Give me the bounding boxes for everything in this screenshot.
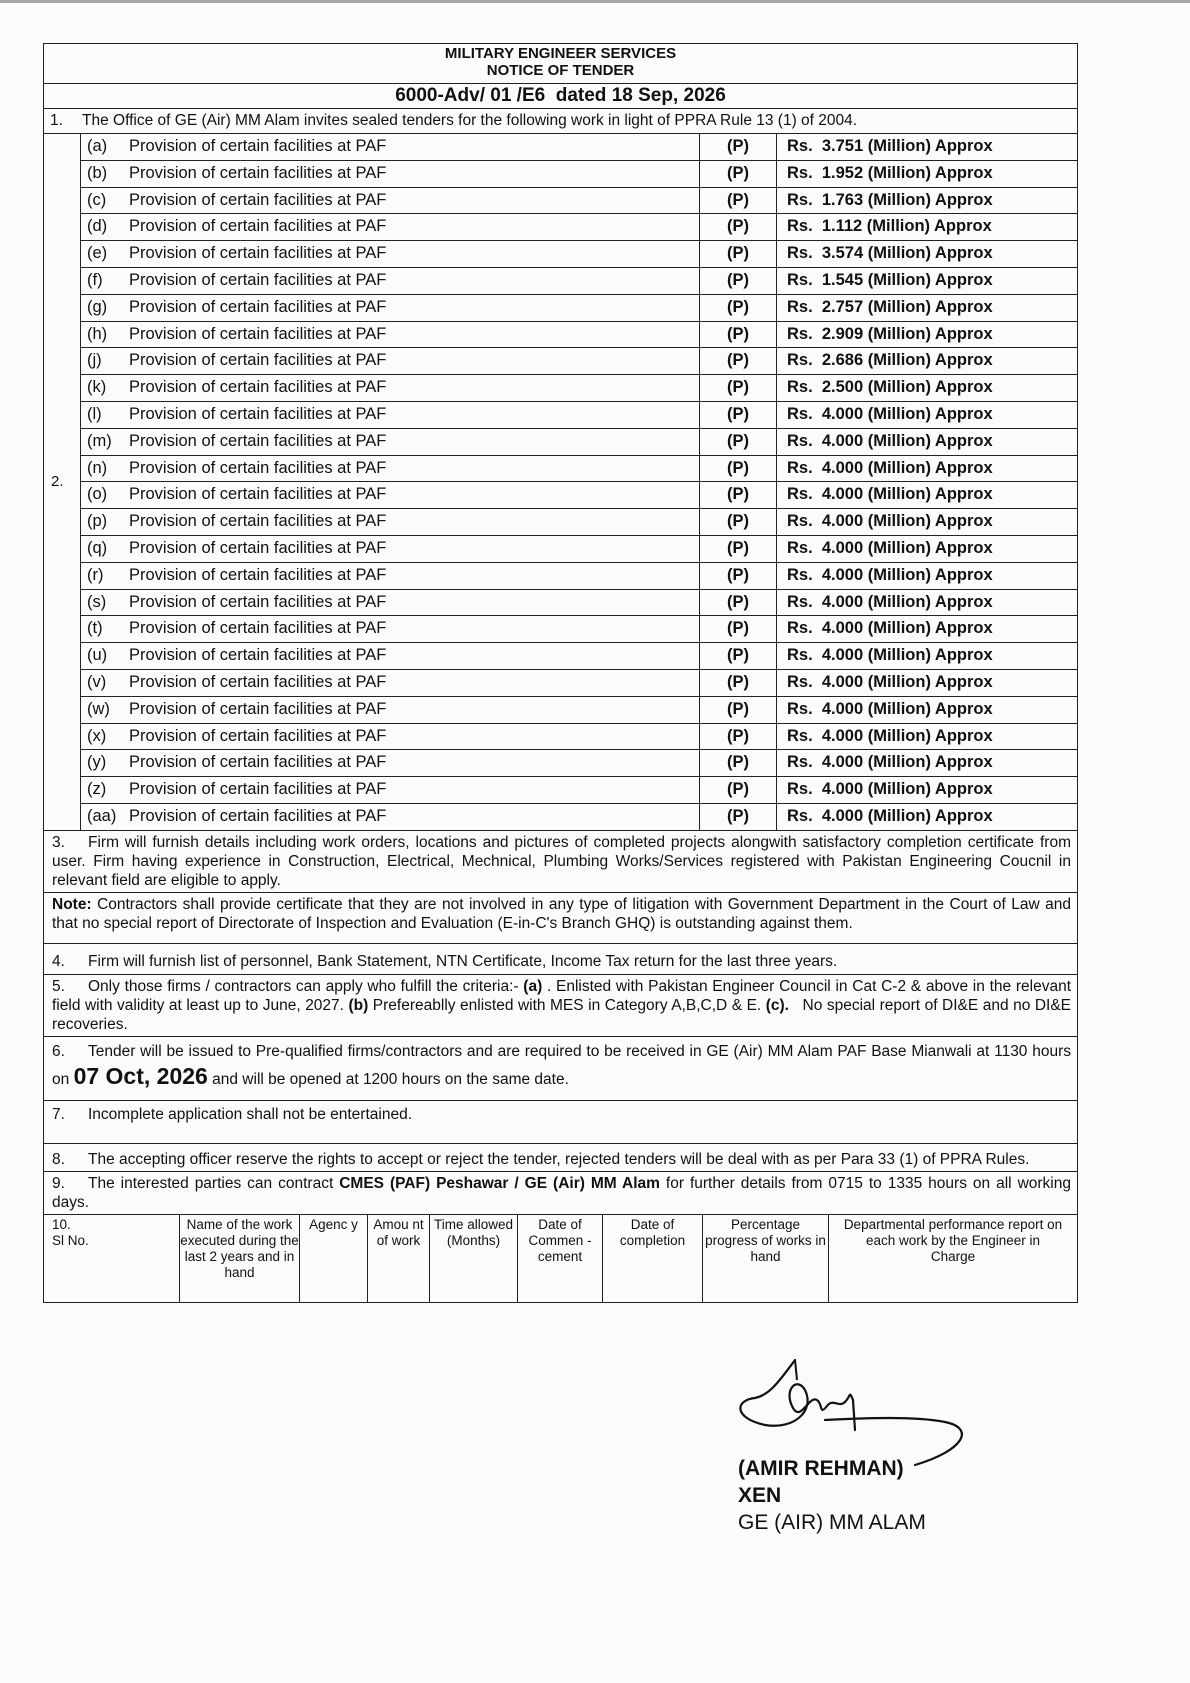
work-amount: Rs. 3.574 (Million) Approx (787, 244, 993, 263)
works-list (44, 134, 1077, 831)
work-letter: (r) (87, 565, 104, 584)
work-desc-text: Provision of certain facilities at PAF (129, 190, 387, 209)
signatory-office: GE (AIR) MM ALAM (738, 1511, 926, 1534)
work-type: (P) (700, 375, 777, 401)
work-description (81, 456, 700, 482)
para-number: 3. (52, 833, 65, 851)
work-row (81, 348, 1077, 375)
work-desc-text: Provision of certain facilities at PAF (129, 137, 387, 155)
work-desc-text: Provision of certain facilities at PAF (129, 672, 387, 691)
para-text: Only those firms / contractors can apply who fulfill the criteria:- (88, 977, 524, 995)
para-text: and will be opened at 1200 hours on the same date. (207, 1070, 569, 1088)
work-row (81, 402, 1077, 429)
work-desc-text: Provision of certain facilities at PAF (129, 378, 387, 397)
note (44, 893, 1077, 944)
para-9 (44, 1172, 1077, 1215)
signatory-name: (AMIR REHMAN) (738, 1457, 904, 1480)
work-letter: (p) (87, 512, 108, 531)
para-text: Prefereablly enlisted with MES in Category A,B,C,D & E. (368, 996, 766, 1014)
work-row (81, 750, 1077, 777)
work-row (81, 134, 1077, 161)
work-type: (P) (700, 268, 777, 294)
work-desc-text: Provision of certain facilities at PAF (129, 163, 387, 182)
work-type: (P) (700, 348, 777, 374)
para-text: No special report of DI&E and no DI&E recoveries. (52, 996, 1076, 1033)
work-description (81, 724, 700, 750)
work-letter: (q) (87, 538, 108, 557)
para-text: The interested parties can contract (88, 1174, 340, 1192)
work-letter: (t) (87, 619, 103, 638)
work-row (81, 214, 1077, 241)
work-amount: Rs. 4.000 (Million) Approx (787, 726, 993, 745)
org-title: MILITARY ENGINEER SERVICES (444, 45, 677, 62)
criteria-b: (b) (348, 996, 369, 1014)
work-type: (P) (700, 590, 777, 616)
work-description (81, 616, 700, 642)
work-row (81, 161, 1077, 188)
work-description (81, 777, 700, 803)
work-type: (P) (700, 724, 777, 750)
work-letter: (k) (87, 378, 107, 397)
work-amount: Rs. 3.751 (Million) Approx (787, 137, 993, 155)
work-letter: (n) (87, 458, 108, 477)
work-letter: (s) (87, 592, 107, 611)
para-1 (44, 109, 1077, 134)
work-desc-text: Provision of certain facilities at PAF (129, 512, 387, 531)
work-letter: (z) (87, 780, 107, 799)
notice-header (44, 44, 1077, 84)
work-type: (P) (700, 804, 777, 830)
col-completion: Date of completion (603, 1215, 703, 1302)
work-description (81, 161, 700, 187)
work-amount: Rs. 4.000 (Million) Approx (787, 672, 993, 691)
signatory-rank: XEN (738, 1484, 782, 1507)
work-row (81, 482, 1077, 509)
work-row (81, 697, 1077, 724)
notice-title: NOTICE OF TENDER (486, 62, 635, 79)
work-description (81, 697, 700, 723)
work-row (81, 456, 1077, 483)
work-desc-text: Provision of certain facilities at PAF (129, 458, 387, 477)
para-number: 2. (44, 134, 81, 830)
work-letter: (h) (87, 324, 108, 343)
work-row (81, 295, 1077, 322)
work-amount: Rs. 2.500 (Million) Approx (787, 378, 993, 397)
work-type: (P) (700, 536, 777, 562)
work-letter: (aa) (87, 806, 117, 825)
work-amount: Rs. 2.757 (Million) Approx (787, 297, 993, 316)
work-amount: Rs. 4.000 (Million) Approx (787, 780, 993, 799)
work-amount: Rs. 4.000 (Million) Approx (787, 404, 993, 423)
scan-edge (0, 0, 1190, 3)
work-desc-text: Provision of certain facilities at PAF (129, 431, 387, 450)
work-type: (P) (700, 750, 777, 776)
work-desc-text: Provision of certain facilities at PAF (129, 753, 387, 772)
col-sl-no (44, 1215, 180, 1302)
col-commencement: Date of Commen -cement (518, 1215, 603, 1302)
work-letter: (f) (87, 270, 103, 289)
para-6 (44, 1037, 1077, 1101)
work-type: (P) (700, 697, 777, 723)
work-amount: Rs. 4.000 (Million) Approx (787, 485, 993, 504)
contact-offices: CMES (PAF) Peshawar / GE (Air) MM Alam (339, 1174, 660, 1192)
work-description (81, 670, 700, 696)
work-desc-text: Provision of certain facilities at PAF (129, 619, 387, 638)
work-type: (P) (700, 509, 777, 535)
work-description (81, 375, 700, 401)
work-type: (P) (700, 777, 777, 803)
work-description (81, 295, 700, 321)
work-row (81, 429, 1077, 456)
work-row (81, 322, 1077, 349)
work-description (81, 482, 700, 508)
work-description (81, 590, 700, 616)
work-description (81, 322, 700, 348)
para-7 (44, 1101, 1077, 1144)
work-description (81, 268, 700, 294)
work-row (81, 804, 1077, 830)
col-label: Sl No. (52, 1232, 89, 1248)
work-description (81, 429, 700, 455)
work-letter: (b) (87, 163, 108, 182)
work-amount: Rs. 4.000 (Million) Approx (787, 565, 993, 584)
work-description (81, 643, 700, 669)
work-description (81, 241, 700, 267)
work-desc-text: Provision of certain facilities at PAF (129, 646, 387, 665)
work-description (81, 348, 700, 374)
work-row (81, 670, 1077, 697)
work-desc-text: Provision of certain facilities at PAF (129, 217, 387, 236)
para-text: Tender will be issued to Pre-qualified firms/contractors and are required to be received in GE (Air) MM Alam PAF Base Mianwali at 1130 hours on (52, 1042, 1071, 1088)
signature-block (738, 1455, 926, 1536)
work-row (81, 724, 1077, 751)
work-letter: (m) (87, 431, 112, 450)
work-amount: Rs. 4.000 (Million) Approx (787, 699, 993, 718)
work-type: (P) (700, 322, 777, 348)
work-desc-text: Provision of certain facilities at PAF (129, 592, 387, 611)
para-text: Firm will furnish details including work orders, locations and pictures of completed projects alongwith satisfactory completion certificate from user. Firm having experience in Construction, Electrical, Mechnical, Plumbing Works/Services registered with Pakistan Engineering Coucnil in relevant field are eligible to apply. (52, 833, 1071, 889)
work-amount: Rs. 1.112 (Million) Approx (787, 217, 992, 236)
note-label: Note: (52, 895, 92, 913)
criteria-a: (a) (523, 977, 543, 995)
para-text: . Enlisted with Pakistan Engineer Council in Cat C-2 & above in the relevant field with validity at least up to June, 2027. (52, 977, 1072, 1014)
notice-reference: 6000-Adv/ 01 /E6 dated 18 Sep, 2026 (44, 84, 1077, 109)
work-description (81, 536, 700, 562)
work-desc-text: Provision of certain facilities at PAF (129, 806, 387, 825)
submission-date: 07 Oct, 2026 (73, 1062, 208, 1089)
work-amount: Rs. 4.000 (Million) Approx (787, 538, 993, 557)
work-row (81, 268, 1077, 295)
col-amount: Amou nt of work (368, 1215, 430, 1302)
col-performance-report: Departmental performance report on each work by the Engineer in Charge (843, 1216, 1063, 1264)
work-row (81, 563, 1077, 590)
para-text: Incomplete application shall not be entertained. (88, 1105, 412, 1123)
para-4 (44, 944, 1077, 975)
work-description (81, 750, 700, 776)
work-amount: Rs. 2.686 (Million) Approx (787, 351, 993, 370)
tender-notice (43, 43, 1078, 1303)
work-amount: Rs. 1.952 (Million) Approx (787, 163, 993, 182)
work-desc-text: Provision of certain facilities at PAF (129, 351, 387, 370)
para-8 (44, 1144, 1077, 1172)
work-letter: (a) (87, 137, 108, 155)
work-amount: Rs. 4.000 (Million) Approx (787, 619, 993, 638)
para-number: 4. (52, 952, 65, 970)
work-type: (P) (700, 295, 777, 321)
work-letter: (d) (87, 217, 108, 236)
work-type: (P) (700, 456, 777, 482)
work-type: (P) (700, 214, 777, 240)
work-desc-text: Provision of certain facilities at PAF (129, 538, 387, 557)
work-amount: Rs. 4.000 (Million) Approx (787, 646, 993, 665)
col-time-allowed: Time allowed (Months) (430, 1215, 518, 1302)
work-description (81, 134, 700, 160)
para-5 (44, 975, 1077, 1037)
work-amount: Rs. 4.000 (Million) Approx (787, 431, 993, 450)
work-desc-text: Provision of certain facilities at PAF (129, 270, 387, 289)
work-letter: (l) (87, 404, 102, 423)
work-row (81, 375, 1077, 402)
para-number: 7. (52, 1105, 65, 1123)
work-letter: (c) (87, 190, 107, 209)
work-desc-text: Provision of certain facilities at PAF (129, 699, 387, 718)
work-row (81, 188, 1077, 215)
work-desc-text: Provision of certain facilities at PAF (129, 404, 387, 423)
work-description (81, 402, 700, 428)
work-amount: Rs. 1.763 (Million) Approx (787, 190, 993, 209)
para-text: The Office of GE (Air) MM Alam invites sealed tenders for the following work in light of PPRA Rule 13 (1) of 2004. (82, 112, 858, 129)
work-letter: (o) (87, 485, 108, 504)
col-progress: Percentage progress of works in hand (703, 1215, 829, 1302)
work-desc-text: Provision of certain facilities at PAF (129, 297, 387, 316)
work-type: (P) (700, 429, 777, 455)
para-number: 10. (52, 1216, 71, 1232)
work-type: (P) (700, 161, 777, 187)
work-row (81, 777, 1077, 804)
work-type: (P) (700, 616, 777, 642)
work-desc-text: Provision of certain facilities at PAF (129, 324, 387, 343)
work-letter: (y) (87, 753, 107, 772)
para-text: The accepting officer reserve the rights to accept or reject the tender, rejected tenders will be deal with as per Para 33 (1) of PPRA Rules. (88, 1150, 1030, 1168)
work-letter: (e) (87, 244, 108, 263)
work-type: (P) (700, 402, 777, 428)
work-letter: (x) (87, 726, 107, 745)
work-type: (P) (700, 643, 777, 669)
work-row (81, 536, 1077, 563)
work-amount: Rs. 4.000 (Million) Approx (787, 806, 993, 825)
work-amount: Rs. 2.909 (Million) Approx (787, 324, 993, 343)
work-row (81, 643, 1077, 670)
col-agency: Agenc y (300, 1215, 368, 1302)
work-amount: Rs. 4.000 (Million) Approx (787, 458, 993, 477)
work-description (81, 509, 700, 535)
work-desc-text: Provision of certain facilities at PAF (129, 565, 387, 584)
work-letter: (w) (87, 699, 110, 718)
work-desc-text: Provision of certain facilities at PAF (129, 244, 387, 263)
work-row (81, 616, 1077, 643)
work-description (81, 188, 700, 214)
work-letter: (j) (87, 351, 102, 370)
para-number: 5. (52, 977, 65, 995)
work-type: (P) (700, 134, 777, 160)
work-description (81, 214, 700, 240)
work-row (81, 590, 1077, 617)
work-desc-text: Provision of certain facilities at PAF (129, 485, 387, 504)
work-type: (P) (700, 563, 777, 589)
para-3 (44, 831, 1077, 893)
work-type: (P) (700, 482, 777, 508)
work-description (81, 563, 700, 589)
para-number: 6. (52, 1042, 65, 1060)
work-row (81, 241, 1077, 268)
performance-table-header (44, 1215, 1077, 1303)
work-letter: (u) (87, 646, 108, 665)
para-number: 1. (50, 112, 63, 129)
para-text: for further details from 0715 to 1335 hours on all working days. (52, 1174, 1071, 1211)
works-rows (81, 134, 1077, 830)
para-number: 9. (52, 1174, 65, 1192)
work-letter: (v) (87, 672, 107, 691)
work-letter: (g) (87, 297, 108, 316)
work-type: (P) (700, 241, 777, 267)
note-text: Contractors shall provide certificate that they are not involved in any type of litigation with Government Department in the Court of Law and that no special report of Directorate of Inspection and Evaluation (E-in-C's Branch GHQ) is outstanding against them. (52, 895, 1071, 932)
work-desc-text: Provision of certain facilities at PAF (129, 780, 387, 799)
work-desc-text: Provision of certain facilities at PAF (129, 726, 387, 745)
para-number: 8. (52, 1150, 65, 1168)
work-description (81, 804, 700, 830)
work-amount: Rs. 4.000 (Million) Approx (787, 592, 993, 611)
work-row (81, 509, 1077, 536)
work-amount: Rs. 4.000 (Million) Approx (787, 512, 993, 531)
para-text: Firm will furnish list of personnel, Bank Statement, NTN Certificate, Income Tax return for the last three years. (88, 952, 838, 970)
work-type: (P) (700, 670, 777, 696)
work-amount: Rs. 4.000 (Million) Approx (787, 753, 993, 772)
work-amount: Rs. 1.545 (Million) Approx (787, 270, 993, 289)
col-work-name: Name of the work executed during the last 2 years and in hand (180, 1215, 300, 1302)
criteria-c: (c). (765, 996, 789, 1014)
work-type: (P) (700, 188, 777, 214)
